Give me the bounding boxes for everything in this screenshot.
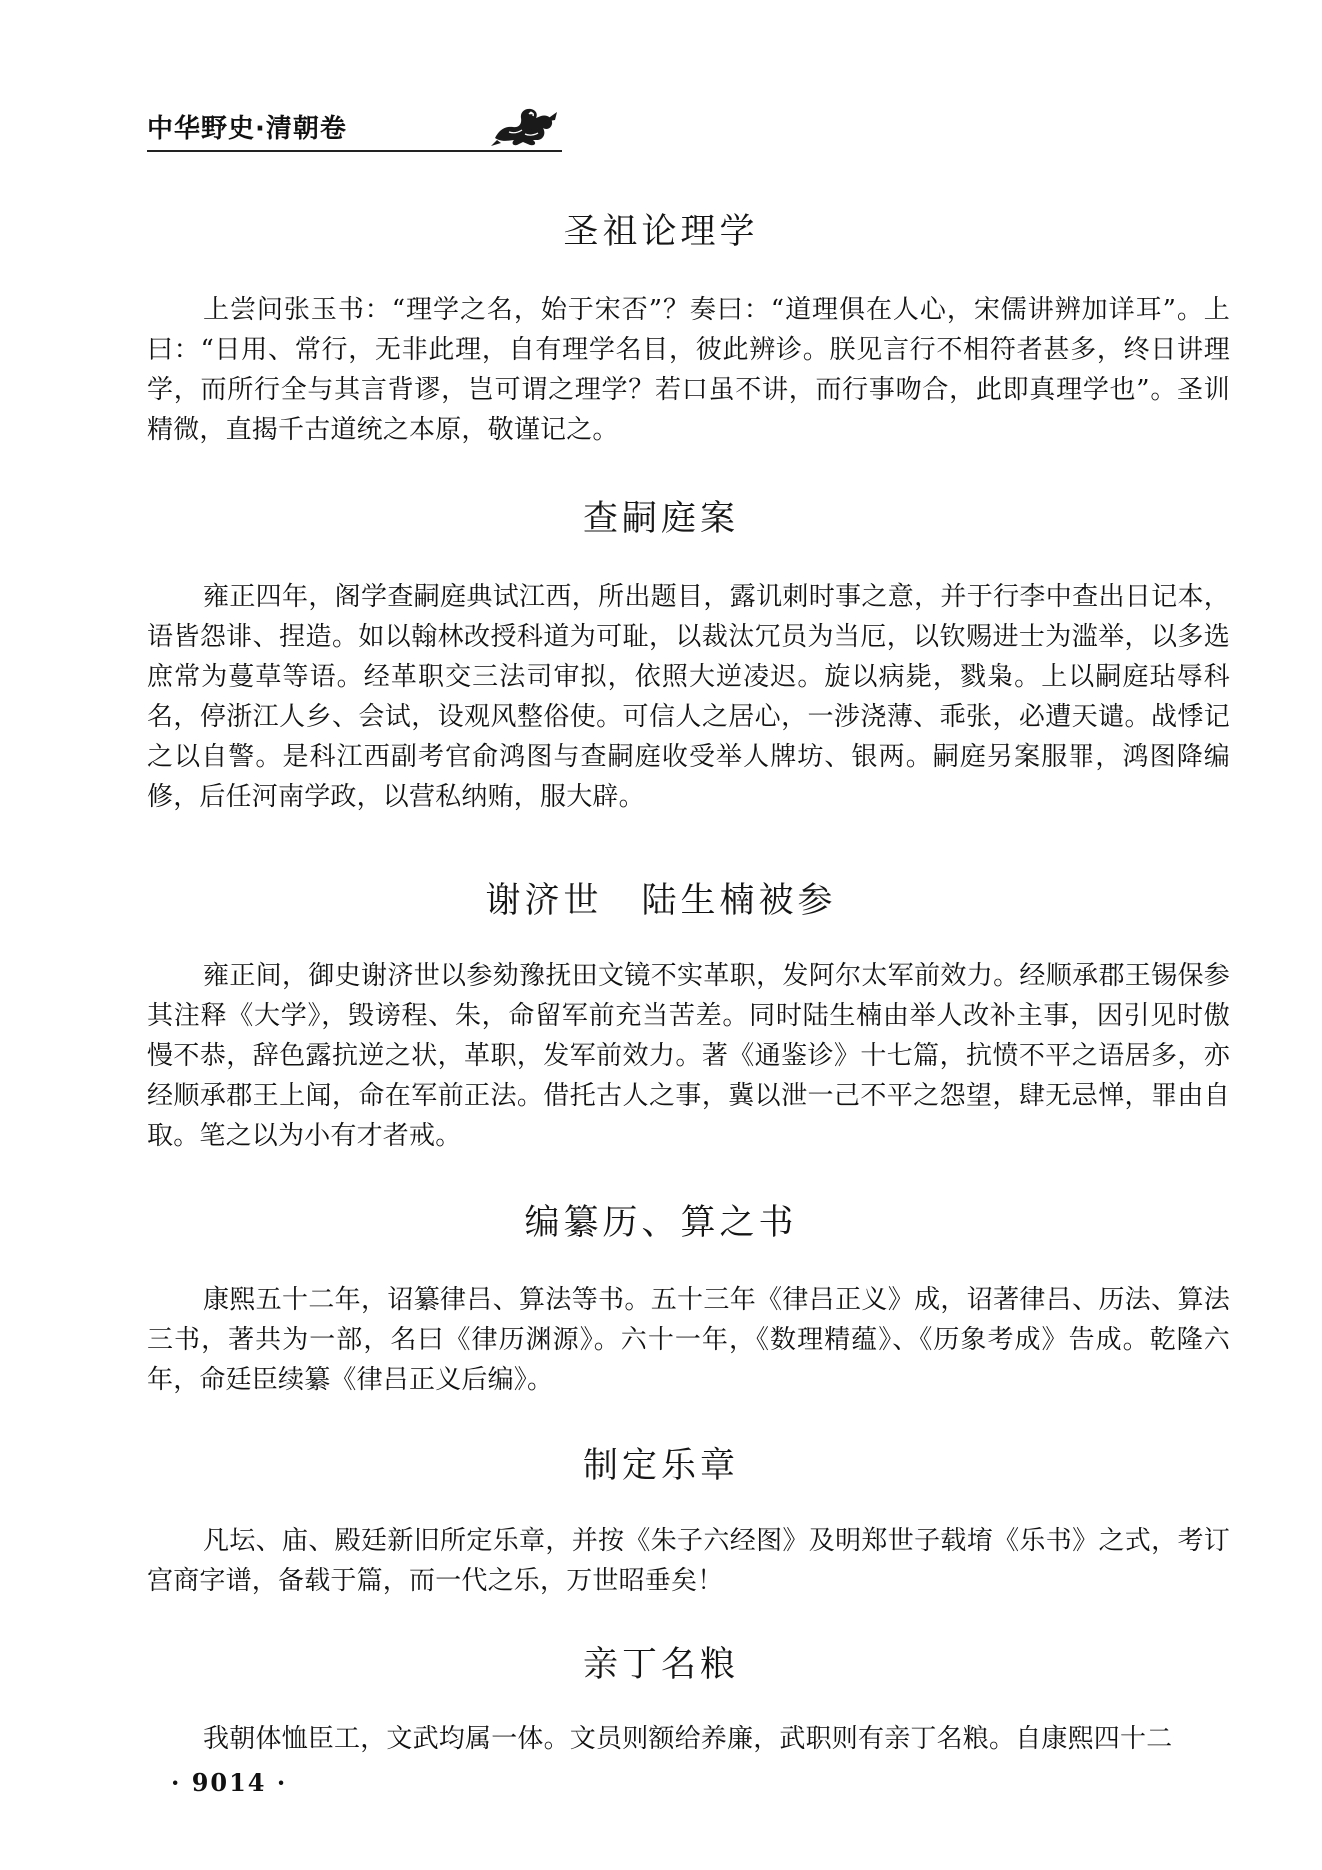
section-heading: 编纂历、算之书 bbox=[524, 1203, 798, 1243]
dragon-ornament-icon bbox=[489, 100, 561, 148]
section-paragraph: 凡坛、庙、殿廷新旧所定乐章，并按《朱子六经图》及明郑世子载堉《乐书》之式，考订宫商字谱，备载于篇，而一代之乐，万世昭垂矣！ bbox=[147, 1526, 1230, 1596]
section-heading: 圣祖论理学 bbox=[563, 212, 759, 252]
section-paragraph: 上尝问张玉书：“理学之名，始于宋否”？奏曰：“道理俱在人心，宋儒讲辨加详耳”。上曰：“日用、常行，无非此理，自有理学名目，彼此辨诊。朕见言行不相符者甚多，终日讲理学，而所行全与其言背谬，岂可谓之理学？若口虽不讲，而行事吻合，此即真理学也”。圣训精微，直揭千古道统之本原，敬谨记之。 bbox=[147, 295, 1230, 445]
section-paragraph: 雍正间，御史谢济世以参劾豫抚田文镜不实革职，发阿尔太军前效力。经顺承郡王锡保参其注释《大学》，毁谤程、朱，命留军前充当苦差。同时陆生楠由举人改补主事，因引见时傲慢不恭，辞色露抗逆之状，革职，发军前效力。著《通鉴诊》十七篇，抗愤不平之语居多，亦经顺承郡王上闻，命在军前正法。借托古人之事，冀以泄一己不平之怨望，肆无忌惮，罪由自取。笔之以为小有才者戒。 bbox=[147, 961, 1230, 1151]
section-heading: 制定乐章 bbox=[582, 1446, 739, 1486]
running-head-title: 中华野史·清朝卷 bbox=[147, 114, 347, 144]
section-paragraph: 我朝体恤臣工，文武均属一体。文员则额给养廉，武职则有亲丁名粮。自康熙四十二 bbox=[203, 1724, 1173, 1754]
section-paragraph: 康熙五十二年，诏纂律吕、算法等书。五十三年《律吕正义》成，诏著律吕、历法、算法三书，著共为一部，名曰《律历渊源》。六十一年，《数理精蕴》、《历象考成》告成。乾隆六年，命廷臣续纂《律吕正义后编》。 bbox=[147, 1285, 1230, 1395]
section-heading: 亲丁名粮 bbox=[582, 1645, 739, 1685]
section-heading: 查嗣庭案 bbox=[582, 499, 739, 539]
running-head-rule bbox=[147, 150, 562, 152]
section-paragraph: 雍正四年，阁学查嗣庭典试江西，所出题目，露讥刺时事之意，并于行李中查出日记本，语皆怨诽、捏造。如以翰林改授科道为可耻，以裁汰冗员为当厄，以钦赐进士为滥举，以多选庶常为蔓草等语。经革职交三法司审拟，依照大逆凌迟。旋以病毙，戮枭。上以嗣庭玷辱科名，停浙江人乡、会试，设观风整俗使。可信人之居心，一涉浇薄、乖张，必遭天谴。战悸记之以自警。是科江西副考官俞鸿图与查嗣庭收受举人牌坊、银两。嗣庭另案服罪，鸿图降编修，后任河南学政，以营私纳贿，服大辟。 bbox=[147, 582, 1230, 812]
page-number: · 9014 · bbox=[171, 1768, 288, 1797]
section-heading: 谢济世 陆生楠被参 bbox=[485, 881, 837, 921]
